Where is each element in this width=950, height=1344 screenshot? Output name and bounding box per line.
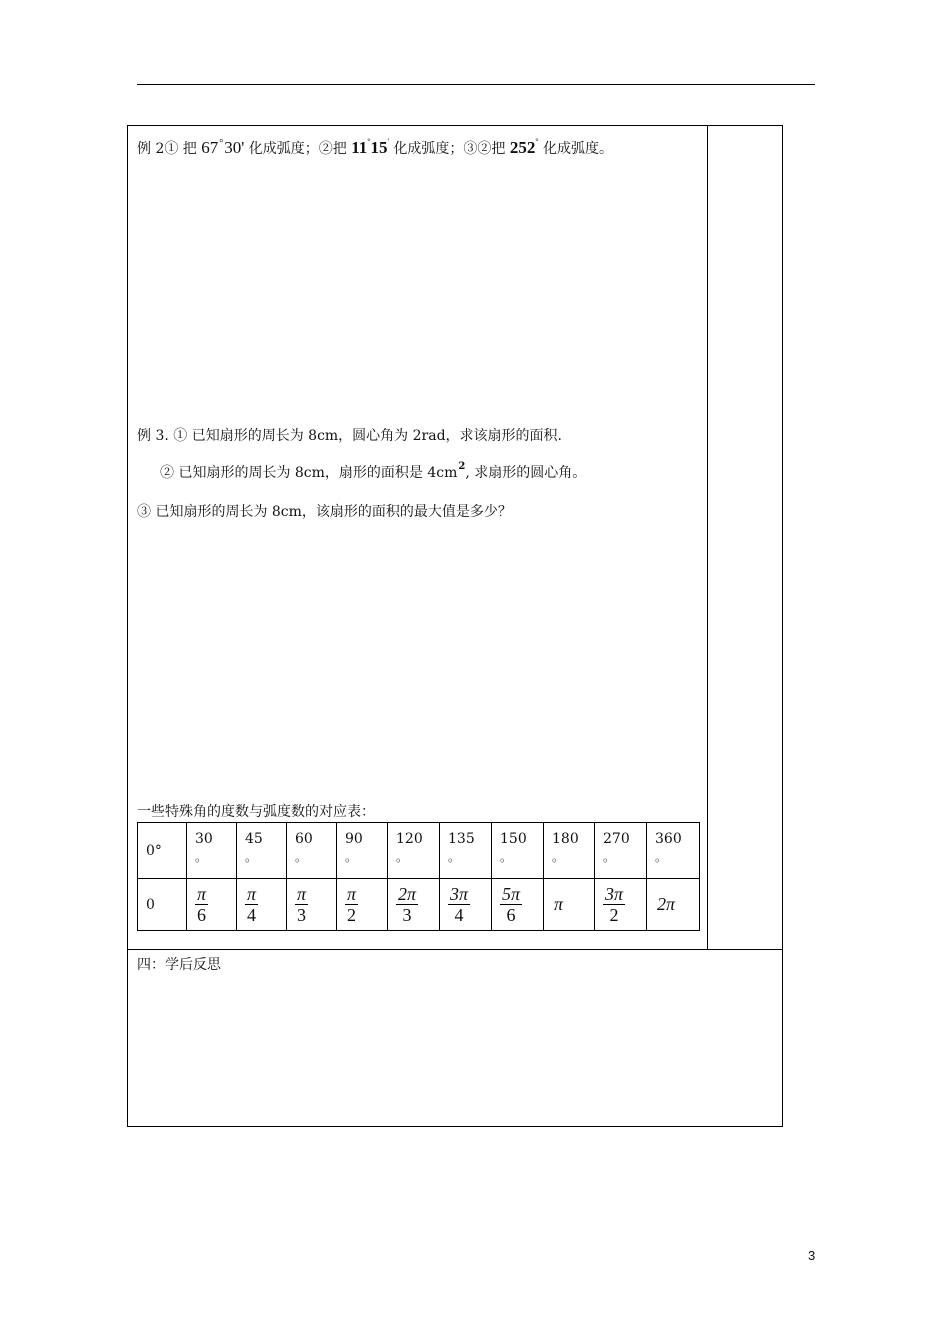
example-2-prefix: 例 2① 把 (137, 141, 197, 157)
degree-cell: 45 。 (237, 823, 287, 879)
example-3-line-2: ② 已知扇形的周长为 8cm，扇形的面积是 $4cm^2$, 求扇形的圆心角。 (160, 461, 587, 481)
example-2-mid-1: 化成弧度；②把 (248, 141, 347, 157)
angle-11-15: 11°15' (351, 137, 389, 157)
angle-252: 252° (509, 137, 539, 157)
special-angle-table (137, 822, 700, 931)
radian-cell: $\frac{2\pi}{3}$ (388, 879, 440, 931)
example-2 (137, 132, 613, 159)
table-caption: 一些特殊角的度数与弧度数的对应表： (137, 804, 375, 820)
radian-cell: $\frac{3\pi}{4}$ (440, 879, 492, 931)
radian-cell: π (544, 879, 595, 931)
header-rule (137, 84, 815, 85)
radian-cell: $\frac{3\pi}{2}$ (595, 879, 647, 931)
example-3-line-1: 例 3. ① 已知扇形的周长为 8cm，圆心角为 2rad，求该扇形的面积. (137, 428, 562, 444)
content-frame (127, 125, 783, 1127)
example-3-line-3: ③ 已知扇形的周长为 8cm，该扇形的面积的最大值是多少？ (137, 504, 512, 520)
degree-cell: 135 。 (440, 823, 492, 879)
radian-cell: $\frac{\pi}{4}$ (237, 879, 287, 931)
radian-cell: $\frac{\pi}{6}$ (187, 879, 237, 931)
radian-cell: 2π (647, 879, 700, 931)
example-2-suffix: 化成弧度。 (543, 141, 614, 157)
degree-cell: 180 。 (544, 823, 595, 879)
degree-row (138, 823, 700, 879)
angle-67-30: 67°30' (201, 138, 245, 157)
degree-cell: 30 。 (187, 823, 237, 879)
degree-cell: 60 。 (287, 823, 337, 879)
section-divider (127, 949, 782, 950)
degree-cell: 270 。 (595, 823, 647, 879)
degree-cell: 150 。 (492, 823, 544, 879)
radian-cell: $\frac{\pi}{2}$ (337, 879, 388, 931)
side-column-divider (707, 125, 708, 949)
degree-cell: 0° (138, 823, 187, 879)
reflection-title: 四：学后反思 (137, 957, 221, 973)
page-number: 3 (808, 1248, 816, 1263)
radian-cell: $\frac{\pi}{3}$ (287, 879, 337, 931)
radian-cell: $\frac{5\pi}{6}$ (492, 879, 544, 931)
degree-cell: 360 。 (647, 823, 700, 879)
example-2-mid-2: 化成弧度；③②把 (393, 141, 506, 157)
degree-cell: 120 。 (388, 823, 440, 879)
radian-cell: 0 (138, 879, 187, 931)
radian-row (138, 879, 700, 931)
degree-cell: 90 。 (337, 823, 388, 879)
